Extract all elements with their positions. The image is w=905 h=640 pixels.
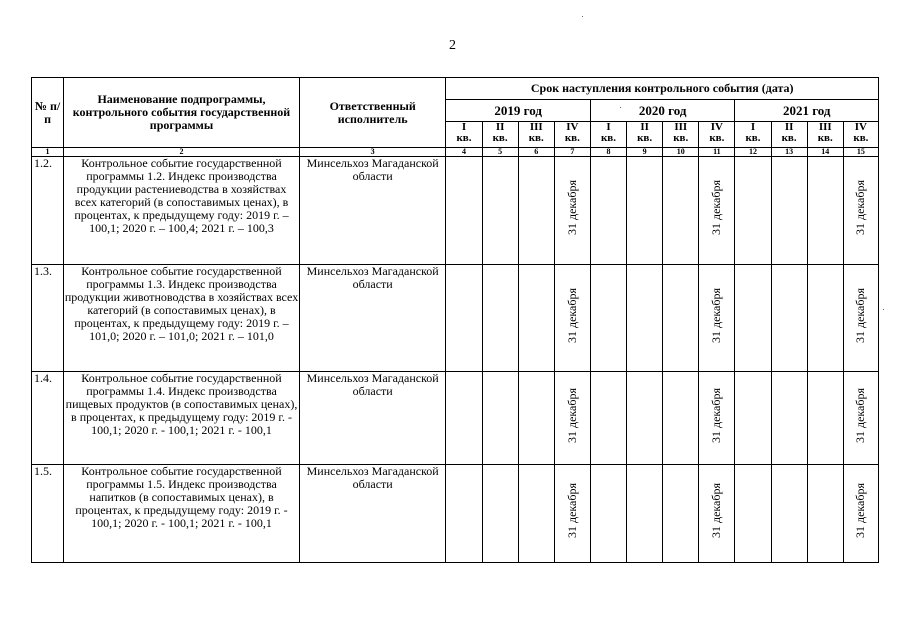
header-quarter [446,122,482,148]
header-year-2020: 2020 год [590,100,735,122]
empty-quarter-cell [771,265,807,372]
column-index: 15 [843,148,878,157]
empty-quarter-cell [482,372,518,465]
quarter-suffix: кв. [564,132,580,144]
header-quarter [663,122,699,148]
deadline-cell [699,265,735,372]
header-name: Наименование подпрограммы, контрольного события государственной программы [64,78,300,148]
responsible-executor: Минсельхоз Магаданской области [299,265,446,372]
empty-quarter-cell [807,465,843,563]
header-quarter [771,122,807,148]
control-events-table [31,77,879,563]
empty-quarter-cell [771,465,807,563]
event-name: Контрольное событие государственной программы 1.4. Индекс производства пищевых продуктов (в сопоставимых ценах), в процентах, к предыдущему году: 2019 г. - 100,1; 2020 г. - 100,1; 2021 г. - 100,1 [64,372,300,465]
table-row [32,372,879,465]
quarter-number: II [495,121,505,133]
header-quarter [735,122,771,148]
event-name: Контрольное событие государственной программы 1.3. Индекс производства продукции животноводства в хозяйствах всех категорий (в сопоставимых ценах), в процентах, к предыдущему году: 2019 г. – 101,0; 2020 г. – 101,0; 2021 г. – 101,0 [64,265,300,372]
header-quarter [843,122,878,148]
header-quarter [518,122,554,148]
quarter-suffix: кв. [528,132,544,144]
row-number: 1.3. [32,265,64,372]
column-index: 8 [590,148,626,157]
deadline-date: 31 декабря [709,483,724,539]
deadline-date: 31 декабря [709,387,724,444]
deadline-cell [554,265,590,372]
table-row [32,265,879,372]
empty-quarter-cell [446,372,482,465]
empty-quarter-cell [590,157,626,265]
scan-speck [582,16,583,17]
quarter-number: III [529,121,543,133]
deadline-date: 31 декабря [853,387,868,444]
quarter-suffix: кв. [817,132,833,144]
empty-quarter-cell [590,265,626,372]
deadline-date: 31 декабря [564,483,579,539]
header-deadline: Срок наступления контрольного события (дата) [446,78,879,100]
column-index: 12 [735,148,771,157]
column-index: 7 [554,148,590,157]
scan-speck [620,107,621,108]
empty-quarter-cell [518,265,554,372]
column-index: 5 [482,148,518,157]
quarter-suffix: кв. [456,132,472,144]
quarter-suffix: кв. [600,132,616,144]
quarter-suffix: кв. [637,132,653,144]
column-index: 13 [771,148,807,157]
quarter-suffix: кв. [781,132,797,144]
header-responsible: Ответственный исполнитель [299,78,446,148]
table-body [32,157,879,563]
empty-quarter-cell [663,372,699,465]
header-quarter [554,122,590,148]
empty-quarter-cell [807,157,843,265]
empty-quarter-cell [735,465,771,563]
quarter-number: II [640,121,649,133]
deadline-date: 31 декабря [853,483,868,539]
empty-quarter-cell [518,372,554,465]
quarter-number: III [674,121,688,133]
empty-quarter-cell [663,465,699,563]
row-number: 1.4. [32,372,64,465]
quarter-suffix: кв. [673,132,689,144]
header-quarter [807,122,843,148]
empty-quarter-cell [663,157,699,265]
quarter-number: IV [710,121,723,133]
empty-quarter-cell [590,372,626,465]
deadline-cell [554,372,590,465]
column-index: 10 [663,148,699,157]
column-index: 9 [627,148,663,157]
deadline-date: 31 декабря [564,180,579,236]
quarter-number: IV [566,121,579,133]
table-row [32,465,879,563]
empty-quarter-cell [807,372,843,465]
deadline-cell [843,265,878,372]
empty-quarter-cell [627,465,663,563]
header-number: № п/п [32,78,64,148]
deadline-date: 31 декабря [709,287,724,344]
empty-quarter-cell [663,265,699,372]
header-quarter [482,122,518,148]
deadline-cell [699,157,735,265]
deadline-cell [554,157,590,265]
header-quarter [699,122,735,148]
empty-quarter-cell [735,157,771,265]
deadline-cell [843,372,878,465]
header-quarter [627,122,663,148]
header-year-2021: 2021 год [735,100,879,122]
column-index: 4 [446,148,482,157]
empty-quarter-cell [771,157,807,265]
responsible-executor: Минсельхоз Магаданской области [299,157,446,265]
deadline-cell [843,157,878,265]
deadline-date: 31 декабря [853,287,868,344]
quarter-suffix: кв. [492,132,508,144]
deadline-cell [699,372,735,465]
empty-quarter-cell [627,265,663,372]
quarter-suffix: кв. [853,132,869,144]
deadline-cell [843,465,878,563]
empty-quarter-cell [735,265,771,372]
quarter-number: II [784,121,794,133]
empty-quarter-cell [482,265,518,372]
empty-quarter-cell [807,265,843,372]
responsible-executor: Минсельхоз Магаданской области [299,372,446,465]
empty-quarter-cell [482,157,518,265]
deadline-cell [554,465,590,563]
empty-quarter-cell [482,465,518,563]
quarter-number: I [606,121,611,133]
scan-speck [883,309,884,310]
column-index: 11 [699,148,735,157]
column-index: 1 [32,148,64,157]
row-number: 1.2. [32,157,64,265]
quarter-number: I [461,121,467,133]
empty-quarter-cell [590,465,626,563]
empty-quarter-cell [446,465,482,563]
row-number: 1.5. [32,465,64,563]
deadline-date: 31 декабря [853,180,868,236]
deadline-date: 31 декабря [564,387,579,444]
event-name: Контрольное событие государственной программы 1.5. Индекс производства напитков (в сопоставимых ценах), в процентах, к предыдущему году: 2019 г. - 100,1; 2020 г. - 100,1; 2021 г. - 100,1 [64,465,300,563]
empty-quarter-cell [446,157,482,265]
deadline-cell [699,465,735,563]
column-index: 3 [299,148,446,157]
quarter-number: I [750,121,756,133]
page-number: 2 [449,38,456,53]
column-index: 6 [518,148,554,157]
header-year-2019: 2019 год [446,100,591,122]
table-row [32,157,879,265]
empty-quarter-cell [446,265,482,372]
empty-quarter-cell [735,372,771,465]
event-name: Контрольное событие государственной программы 1.2. Индекс производства продукции растениеводства в хозяйствах всех категорий (в сопоставимых ценах), в процентах, к предыдущему году: 2019 г. – 100,1; 2020 г. – 100,4; 2021 г. – 100,3 [64,157,300,265]
quarter-number: III [818,121,832,133]
table-header [32,78,879,157]
empty-quarter-cell [627,157,663,265]
column-index: 2 [64,148,300,157]
empty-quarter-cell [771,372,807,465]
quarter-suffix: кв. [709,132,725,144]
deadline-date: 31 декабря [709,180,724,236]
column-index: 14 [807,148,843,157]
responsible-executor: Минсельхоз Магаданской области [299,465,446,563]
empty-quarter-cell [627,372,663,465]
deadline-date: 31 декабря [564,287,579,344]
quarter-suffix: кв. [745,132,761,144]
empty-quarter-cell [518,465,554,563]
empty-quarter-cell [518,157,554,265]
header-quarter [590,122,626,148]
quarter-number: IV [854,121,868,133]
